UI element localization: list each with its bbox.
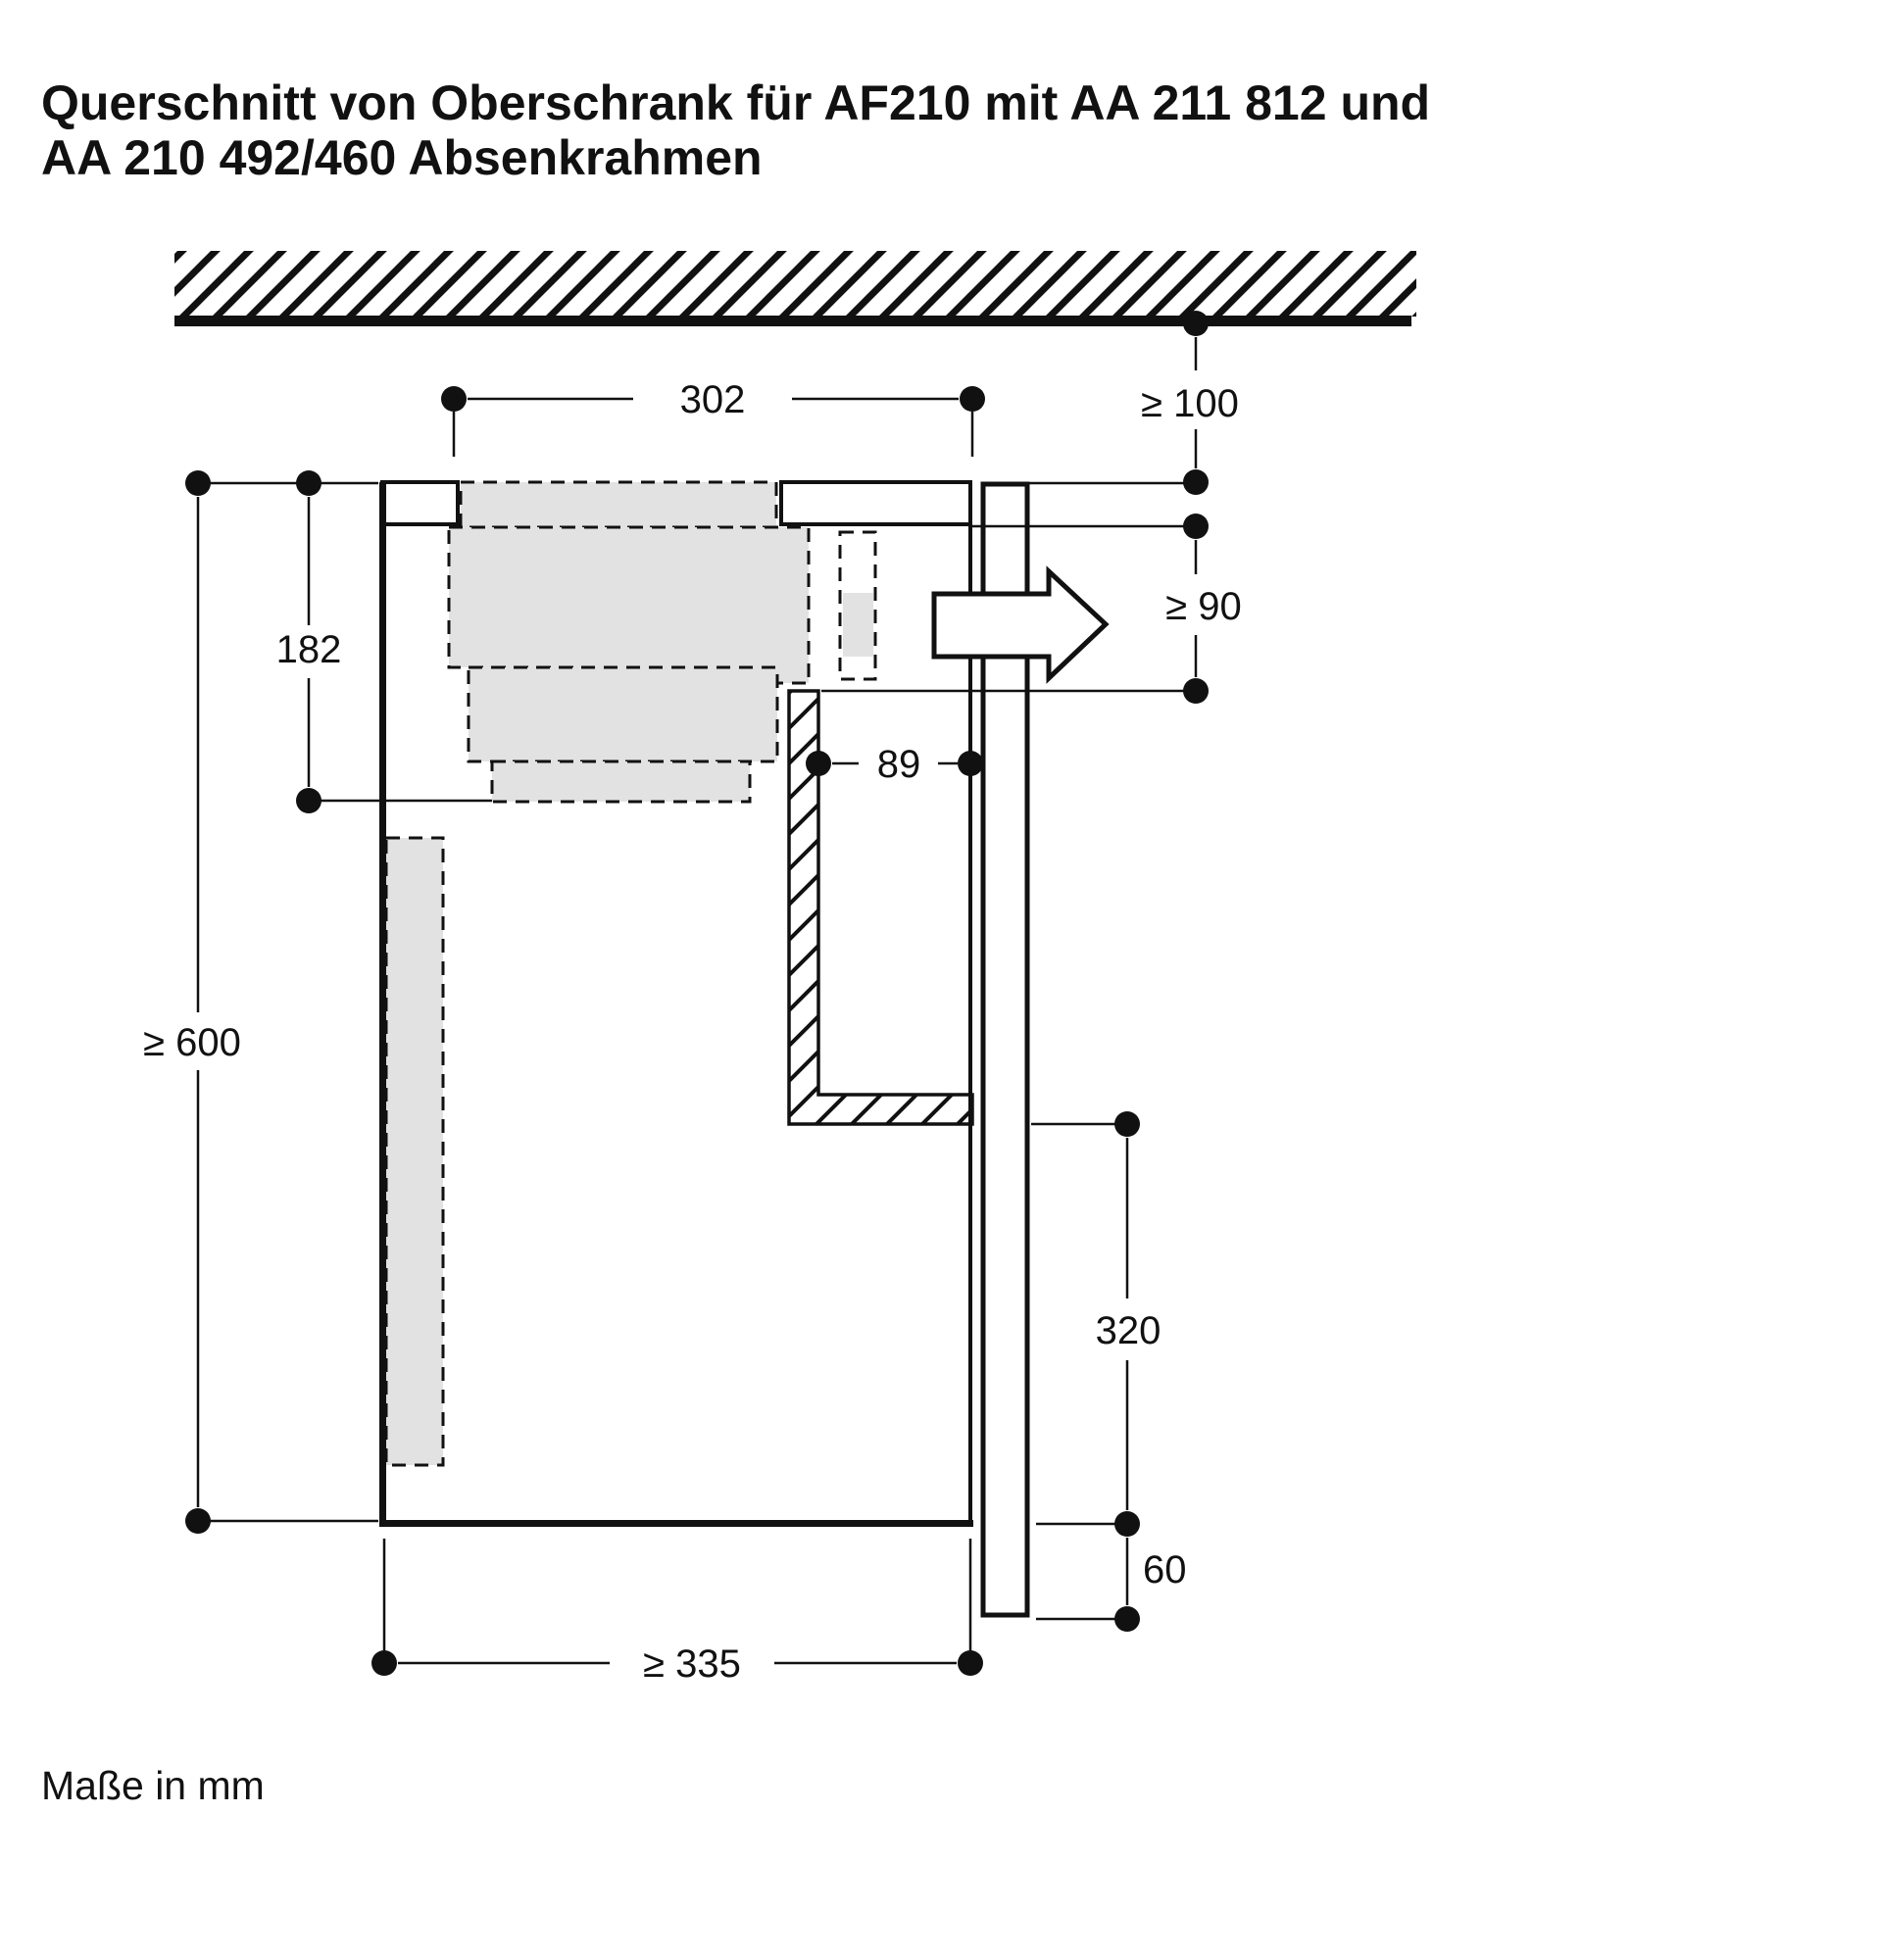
appliance-mid-body (469, 667, 777, 761)
dimension-frame-overhang (1036, 1524, 1187, 1632)
cabinet-right-edge (968, 524, 972, 1520)
dimension-lower-section (1031, 1111, 1161, 1537)
cabinet-left-wall (379, 482, 386, 1527)
dim-label-89: 89 (876, 743, 921, 786)
top-panel-left (382, 482, 458, 524)
dim-label-min-335: ≥ 335 (643, 1642, 741, 1686)
appliance-front-strip (386, 838, 443, 1465)
outlet-spigot-fill (843, 593, 873, 657)
ceiling-line (174, 316, 1411, 326)
dimension-duct-to-front (806, 743, 983, 786)
title-line-2: AA 210 492/460 Absenkrahmen (41, 130, 763, 185)
ceiling-hatch (174, 251, 1416, 317)
ceiling (174, 251, 1416, 326)
cabinet-bottom (379, 1520, 973, 1527)
dimension-cabinet-depth (371, 1539, 983, 1686)
appliance-top-insert (461, 482, 776, 527)
dimension-appliance-height (198, 470, 492, 813)
dim-label-min-600: ≥ 600 (143, 1021, 241, 1064)
top-panel-right (781, 482, 970, 524)
dim-label-60: 60 (1143, 1548, 1187, 1592)
dim-label-min-100: ≥ 100 (1141, 382, 1239, 425)
dim-label-min-90: ≥ 90 (1165, 585, 1242, 628)
dim-label-182: 182 (275, 628, 342, 671)
title-line-1: Querschnitt von Oberschrank für AF210 mit AA 211 812 und (41, 75, 1431, 130)
dim-label-302: 302 (679, 378, 746, 421)
dimension-top-cutout-width (441, 378, 985, 457)
dimension-cabinet-height (143, 470, 378, 1534)
dimension-ceiling-clearance (1027, 311, 1239, 495)
appliance-lower-body (492, 761, 750, 802)
appliance-main-body (449, 527, 809, 683)
title-block (41, 75, 1430, 185)
units-note: Maße in mm (41, 1763, 265, 1808)
dim-label-320: 320 (1095, 1309, 1161, 1352)
